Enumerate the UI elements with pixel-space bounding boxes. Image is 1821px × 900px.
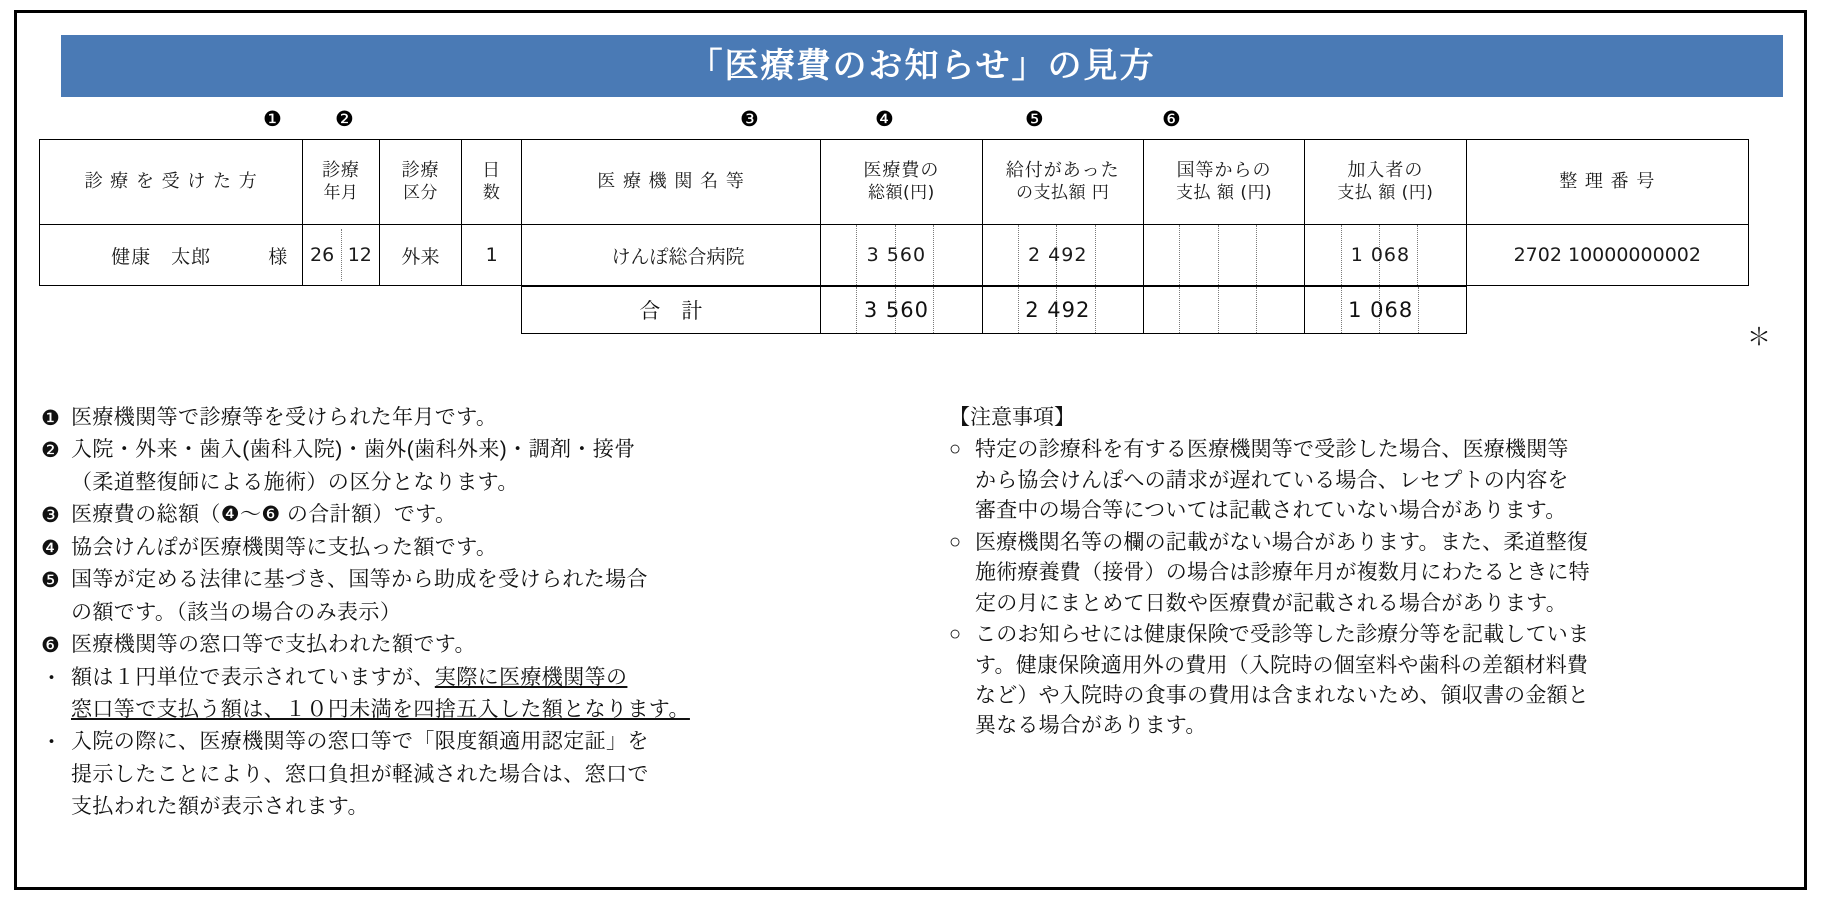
caution-marker: ○ <box>949 530 962 553</box>
table-row <box>40 225 1749 286</box>
note-marker: ❻ <box>41 633 60 658</box>
page-title-banner <box>61 35 1783 97</box>
caution-heading: 【注意事項】 <box>949 406 1075 429</box>
statement-table-wrap <box>39 139 1779 351</box>
note-marker: ❺ <box>41 568 60 593</box>
note-text: 入院・外来・歯入(歯科入院)・歯外(歯科外来)・調剤・接骨 <box>71 438 636 462</box>
note-item <box>41 403 921 433</box>
caution-line: 異なる場合があります。 <box>975 714 1207 738</box>
cell-treatment-type: 外来 <box>379 225 462 286</box>
note-text: 医療機関等で診療等を受けられた年月です。 <box>71 406 498 429</box>
marker-4: ❹ <box>875 107 894 131</box>
note-item <box>41 533 921 563</box>
cell-insurer-paid: 2 492 <box>982 225 1143 286</box>
note-marker: ❹ <box>41 535 60 560</box>
bullet-text <box>71 695 690 725</box>
total-row <box>39 287 1749 334</box>
note-text: の額です。（該当の場合のみ表示） <box>71 600 402 624</box>
caution-marker: ○ <box>949 438 962 461</box>
caution-item <box>949 528 1789 619</box>
note-bullet <box>41 760 921 790</box>
bullet-marker: ・ <box>41 665 62 690</box>
statement-total-table <box>39 286 1749 334</box>
cell-treatment-month: 26 12 <box>303 225 379 286</box>
total-state-paid <box>1144 287 1305 334</box>
document-frame <box>14 10 1807 890</box>
note-item <box>41 598 921 628</box>
th-reference-number: 整 理 番 号 <box>1466 140 1748 225</box>
bullet-text: 支払われた額が表示されます。 <box>71 795 369 819</box>
cell-total-amount: 3 560 <box>821 225 982 286</box>
amount-ticks <box>1144 225 1304 285</box>
note-text: 国等が定める法律に基づき、国等から助成を受けられた場合 <box>71 568 648 592</box>
note-text: 医療機関等の窓口等で支払われた額です。 <box>71 633 476 657</box>
total-blank-4 <box>462 287 521 334</box>
note-text: 医療費の総額（❹～❻ の合計額）です。 <box>71 503 457 527</box>
bullet-text: 入院の際に、医療機関等の窓口等で「限度額適用認定証」を <box>71 730 649 754</box>
caution-marker: ○ <box>949 623 962 646</box>
marker-2: ❷ <box>335 107 354 131</box>
note-marker: ❸ <box>41 503 60 528</box>
caution-line: 医療機関名等の欄の記載がない場合があります。また、柔道整復 <box>975 530 1589 554</box>
cell-patient-name: 健康 太郎 様 <box>40 225 303 286</box>
table-header-row <box>40 140 1749 225</box>
total-member-paid: 1 068 <box>1305 287 1466 334</box>
note-bullet <box>41 727 921 757</box>
note-bullet <box>41 695 921 725</box>
total-blank-3 <box>379 287 462 334</box>
note-text: （柔道整復師による施術）の区分となります。 <box>71 470 519 494</box>
total-blank-2 <box>302 287 378 334</box>
notes-left-column <box>41 403 921 825</box>
note-bullet <box>41 792 921 822</box>
bullet-marker: ・ <box>41 730 62 755</box>
caution-text <box>975 435 1569 526</box>
marker-5: ❺ <box>1025 107 1044 131</box>
th-treatment-month: 診療 年月 <box>303 140 379 225</box>
th-insurer-paid: 給付があった の支払額 円 <box>982 140 1143 225</box>
th-patient: 診 療 を 受 け た 方 <box>40 140 303 225</box>
bullet-text-underlined: 実際に医療機関等の <box>434 665 628 689</box>
caution-line: から協会けんぽへの請求が遅れている場合、レセプトの内容を <box>975 468 1569 492</box>
row-asterisk: ＊ <box>1747 324 1771 351</box>
marker-3: ❸ <box>740 107 759 131</box>
caution-line: など）や入院時の食事の費用は含まれないため、領収書の金額と <box>975 683 1589 707</box>
notes-right-column <box>949 403 1789 825</box>
caution-line: このお知らせには健康保険で受診等した診療分等を記載していま <box>975 623 1590 647</box>
note-bullet <box>41 663 921 693</box>
th-total-amount: 医療費の 総額(円) <box>821 140 982 225</box>
notes-section <box>41 403 1791 825</box>
cell-state-paid <box>1143 225 1304 286</box>
note-item <box>41 435 921 465</box>
caution-item <box>949 620 1789 742</box>
caution-item <box>949 435 1789 526</box>
th-state-paid: 国等からの 支払 額 (円) <box>1143 140 1304 225</box>
caution-line: 定の月にまとめて日数や医療費が記載される場合があります。 <box>975 591 1567 615</box>
caution-text <box>975 528 1590 619</box>
bullet-text-underlined: 窓口等で支払う額は、１０円未満を四捨五入した額となります。 <box>71 697 690 721</box>
marker-1: ❶ <box>263 107 282 131</box>
bullet-text: 提示したことにより、窓口負担が軽減された場合は、窓口で <box>71 762 649 786</box>
th-treatment-type: 診療 区分 <box>379 140 462 225</box>
note-item <box>41 630 921 660</box>
cell-patient-honorific: 様 <box>268 245 289 268</box>
cell-member-paid: 1 068 <box>1305 225 1466 286</box>
note-marker: ❶ <box>41 406 60 430</box>
statement-table <box>39 139 1749 286</box>
total-blank-5 <box>1466 287 1749 334</box>
total-label: 合 計 <box>521 287 821 334</box>
th-institution: 医 療 機 関 名 等 <box>521 140 820 225</box>
caution-line: 施術療養費（接骨）の場合は診療年月が複数月にわたるときに特 <box>975 561 1590 585</box>
cell-days: 1 <box>462 225 521 286</box>
note-item <box>41 468 921 498</box>
total-blank-1 <box>39 287 302 334</box>
total-total-amount: 3 560 <box>821 287 982 334</box>
marker-6: ❻ <box>1162 107 1181 131</box>
caution-text <box>975 620 1589 742</box>
caution-line: す。健康保険適用外の費用（入院時の個室料や歯科の差額材料費 <box>975 653 1589 677</box>
note-item <box>41 500 921 530</box>
th-days: 日 数 <box>462 140 521 225</box>
note-text: 協会けんぽが医療機関等に支払った額です。 <box>71 535 498 559</box>
th-member-paid: 加入者の 支払 額 (円) <box>1305 140 1466 225</box>
marker-row <box>17 109 1804 135</box>
cell-institution: けんぽ総合病院 <box>521 225 820 286</box>
page-title: 「医療費のお知らせ」の見方 <box>688 47 1156 85</box>
amount-ticks <box>1144 287 1304 333</box>
bullet-text-plain: 額は１円単位で表示されていますが、 <box>71 665 435 689</box>
cell-reference-number: 2702 10000000002 <box>1466 225 1748 286</box>
caution-line: 特定の診療科を有する医療機関等で受診した場合、医療機関等 <box>975 438 1569 462</box>
note-item <box>41 565 921 595</box>
caution-line: 審査中の場合等については記載されていない場合があります。 <box>975 499 1567 523</box>
bullet-text <box>71 663 627 693</box>
note-marker: ❷ <box>41 438 60 463</box>
total-insurer-paid: 2 492 <box>982 287 1143 334</box>
